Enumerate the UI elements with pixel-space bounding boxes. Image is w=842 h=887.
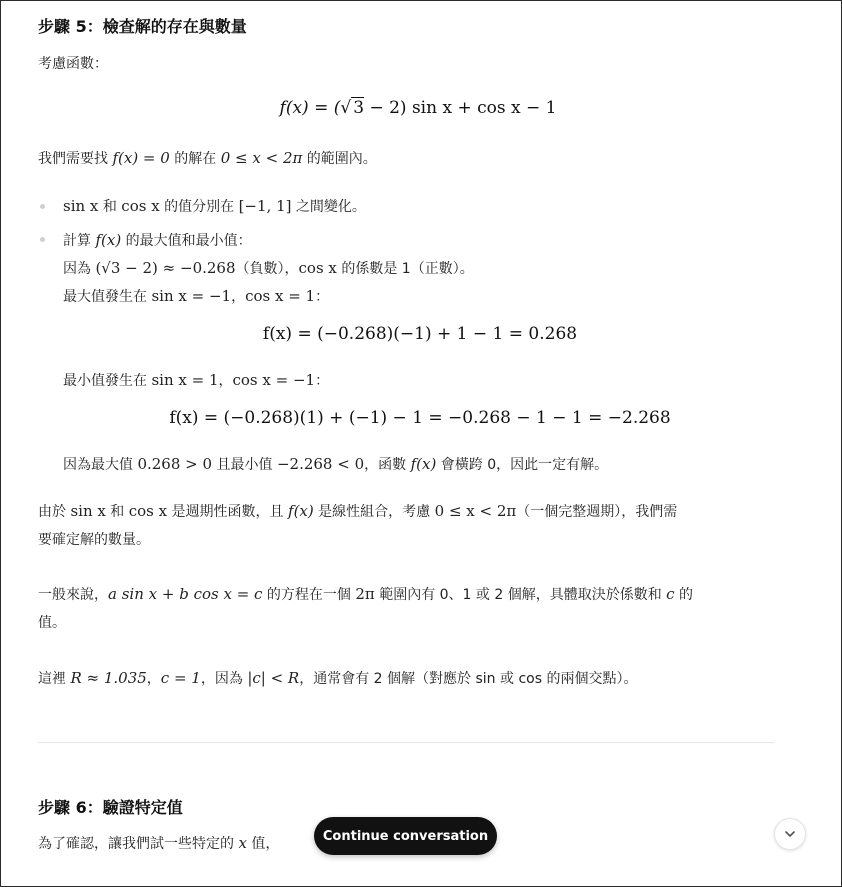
math: |c| < R: [247, 669, 300, 687]
text: 我們需要找: [38, 151, 113, 167]
math: cos x: [298, 259, 337, 277]
text: （負數），: [235, 261, 299, 277]
max-line: [63, 282, 329, 311]
text: 因為: [63, 261, 96, 277]
math: c = 1: [160, 669, 201, 687]
bullet-item-range: [63, 192, 366, 221]
text: 和: [105, 504, 129, 520]
general-paragraph: [38, 580, 778, 637]
cross-line: [63, 450, 608, 479]
text: 的方程在一個: [262, 587, 356, 603]
math: cos x = 1: [245, 287, 316, 305]
math: sin x: [63, 197, 99, 215]
text: 的係數是 1（正數）。: [336, 261, 474, 277]
math: sin x = −1: [151, 287, 232, 305]
text: 要確定解的數量。: [38, 532, 150, 548]
text: 這裡: [38, 671, 71, 687]
text: 的最大值和最小值：: [121, 233, 252, 249]
text: 的範圍內。: [302, 151, 377, 167]
eq1-rhs: − 2) sin x + cos x − 1: [364, 98, 557, 118]
because-line: [63, 254, 474, 283]
math: sin x = 1: [151, 371, 219, 389]
here-paragraph: [38, 664, 778, 693]
text: 且最小值: [212, 457, 277, 473]
math: cos x = −1: [232, 371, 316, 389]
text: 是線性組合，考慮: [313, 504, 435, 520]
section-divider: [38, 742, 774, 743]
text: ，: [146, 671, 161, 687]
text: 範圍內有 0、1 或 2 個解，具體取決於係數和: [374, 587, 667, 603]
text: 會橫跨 0，因此一定有解。: [436, 457, 609, 473]
text: ：: [315, 373, 330, 389]
bullet-dot: [40, 237, 45, 242]
consider-text: 考慮函數：: [38, 56, 108, 72]
math: 0 ≤ x < 2π: [220, 149, 303, 167]
bullet-dot: [40, 204, 45, 209]
text: ，: [218, 373, 233, 389]
equation-max: f(x) = (−0.268)(−1) + 1 − 1 = 0.268: [262, 324, 578, 344]
text: 最小值發生在: [63, 373, 152, 389]
math: 0 ≤ x < 2π: [434, 502, 517, 520]
math: cos x: [128, 502, 168, 520]
math: f(x): [95, 231, 122, 249]
min-line: [63, 366, 329, 395]
math: 0.268 > 0: [137, 455, 213, 473]
math: f(x): [410, 455, 437, 473]
text: 的: [674, 587, 694, 603]
text: 一般來說，: [38, 587, 108, 603]
equation-main: [38, 98, 798, 118]
text: 的解在: [169, 151, 221, 167]
step6-intro: [38, 829, 279, 858]
sqrt-radicand: 3: [353, 98, 365, 118]
continue-conversation-button[interactable]: Continue conversation: [314, 817, 497, 855]
math: a sin x + b cos x = c: [108, 585, 263, 603]
text: 計算: [63, 233, 96, 249]
need-find-line: [38, 144, 377, 173]
text: 之間變化。: [291, 199, 366, 215]
text: 是週期性函數，且: [167, 504, 289, 520]
periodic-paragraph: [38, 497, 778, 554]
text: ，通常會有 2 個解（對應於 sin 或 cos 的兩個交點）。: [299, 671, 638, 687]
math: R ≈ 1.035: [70, 669, 147, 687]
equation-min: f(x) = (−0.268)(1) + (−1) − 1 = −0.268 − 1 − 1 = −2.268: [169, 408, 671, 428]
text: 值。: [38, 615, 66, 631]
step6-heading: 步驟 6：驗證特定值: [38, 798, 183, 817]
math: [−1, 1]: [238, 197, 292, 215]
chevron-down-icon: [783, 827, 797, 841]
text: 和: [98, 199, 122, 215]
math: 2π: [355, 585, 375, 603]
text: ，因為: [200, 671, 248, 687]
math: cos x: [121, 197, 160, 215]
step5-heading: 步驟 5：檢查解的存在與數量: [38, 17, 247, 36]
text: （一個完整週期），我們需: [516, 504, 678, 520]
text: 為了確認，讓我們試一些特定的: [38, 836, 239, 852]
scroll-down-button[interactable]: [774, 818, 806, 850]
math: −2.268 < 0: [276, 455, 365, 473]
text: ：: [315, 289, 330, 305]
text: ，: [231, 289, 246, 305]
text: 因為最大值: [63, 457, 138, 473]
text: 最大值發生在: [63, 289, 152, 305]
math: f(x): [288, 502, 314, 520]
bullet-item-maxmin: [63, 226, 252, 255]
text: 由於: [38, 504, 71, 520]
text: 的值分別在: [159, 199, 239, 215]
eq1-lhs: f(x) = (: [279, 98, 341, 118]
math: x: [238, 834, 247, 852]
math: sin x: [70, 502, 106, 520]
math: c: [666, 585, 675, 603]
text: ，函數: [364, 457, 411, 473]
text: 值，: [246, 836, 280, 852]
math: f(x) = 0: [112, 149, 170, 167]
math: (√3 − 2) ≈ −0.268: [95, 259, 236, 277]
sqrt-symbol: √ 3: [340, 98, 365, 118]
